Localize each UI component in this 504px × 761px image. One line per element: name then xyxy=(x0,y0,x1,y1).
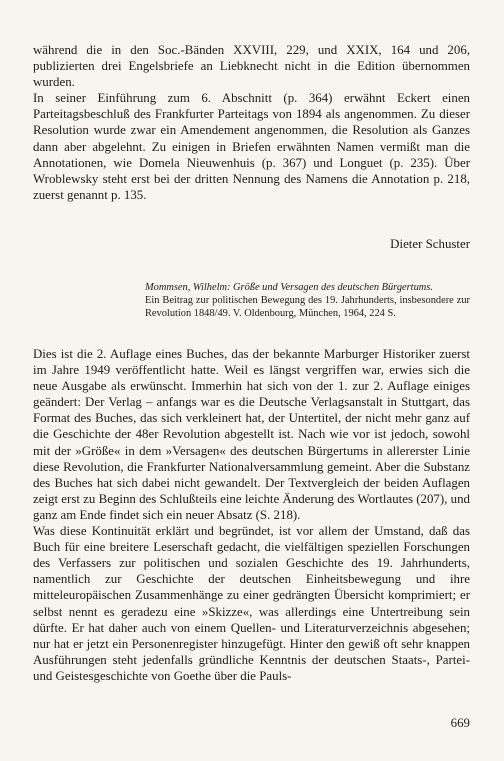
citation-details: Ein Beitrag zur politischen Bewegung des 19. Jahrhunderts, insbesondere zur Revolution 1848/49. V. Oldenbourg, München, 1964, 224 S. xyxy=(145,295,470,320)
paragraph: Was diese Kontinuität erklärt und begründet, ist vor allem der Umstand, daß das Buch für eine breitere Leserschaft gedacht, die vielfältigen speziellen Forschungen des Verfassers zur politischen und sozialen Geschichte des 19. Jahrhunderts, namentlich zur Geschichte der deutschen Einheitsbewegung und ihre mitteleuropäischen Zusammenhänge zu einer gedrängten Übersicht komprimiert; er selbst nennt es geradezu eine »Skizze«, was allerdings eine Untertreibung sein dürfte. Er hat daher auch von einem Quellen- und Literaturverzeichnis abgesehen; nur hat er jetzt ein Personenregister hinzugefügt. Hinter den gewiß oft sehr knappen Ausführungen steht jedenfalls gründliche Kenntnis der deutschen Staats-, Partei- und Geistesgeschichte von Goethe über die Pauls- xyxy=(33,524,470,683)
book-citation xyxy=(145,281,470,321)
review-continuation xyxy=(33,42,470,203)
review-body xyxy=(33,346,470,684)
paragraph: Dies ist die 2. Auflage eines Buches, das der bekannte Marburger Historiker zuerst im Jahre 1949 veröffentlicht hatte. Weil es längst vergriffen war, erwies sich die neue Ausgabe als erwünscht. Immerhin hat sich von der 1. zur 2. Auflage einiges geändert: Der Verlag – anfangs war es die Deutsche Verlagsanstalt in Stuttgart, das Format des Buches, das sich verkleinert hat, der Untertitel, der nicht mehr ganz auf die Geschichte der 48er Revolution abgestellt ist. Nach wie vor ist jedoch, sowohl mit der »Größe« in dem »Versagen« des deutschen Bürgertums in allererster Linie diese Revolution, die Frankfurter Nationalversammlung gemeint. Aber die Substanz des Buches hat sich dabei nicht gewandelt. Der Textvergleich der beiden Auflagen zeigt erst zu Beginn des Schlußteils eine leichte Änderung des Wortlautes (207), und ganz am Ende findet sich ein neuer Absatz (S. 218). xyxy=(33,347,470,522)
paragraph: In seiner Einführung zum 6. Abschnitt (p. 364) erwähnt Eckert einen Parteitagsbeschluß des Frankfurter Parteitags von 1894 als angenommen. Zu dieser Resolution wurde zwar ein Amendement angenommen, die Resolution als Ganzes dann aber abgelehnt. Zu einigen in Briefen erwähnten Namen vermißt man die Annotationen, wie Domela Nieuwenhuis (p. 367) und Longuet (p. 235). Über Wroblewsky steht erst bei der dritten Nennung des Namens die Annotation p. 218, zuerst genannt p. 135. xyxy=(33,91,470,202)
paragraph: während die in den Soc.-Bänden XXVIII, 229, und XXIX, 164 und 206, publizierten drei Engelsbriefe an Liebknecht nicht in die Edition übernommen wurden. xyxy=(33,43,470,90)
citation-title: Mommsen, Wilhelm: Größe und Versagen des deutschen Bürgertums. xyxy=(145,282,433,293)
page-number: 669 xyxy=(450,716,470,730)
reviewer-signature: Dieter Schuster xyxy=(390,237,470,251)
